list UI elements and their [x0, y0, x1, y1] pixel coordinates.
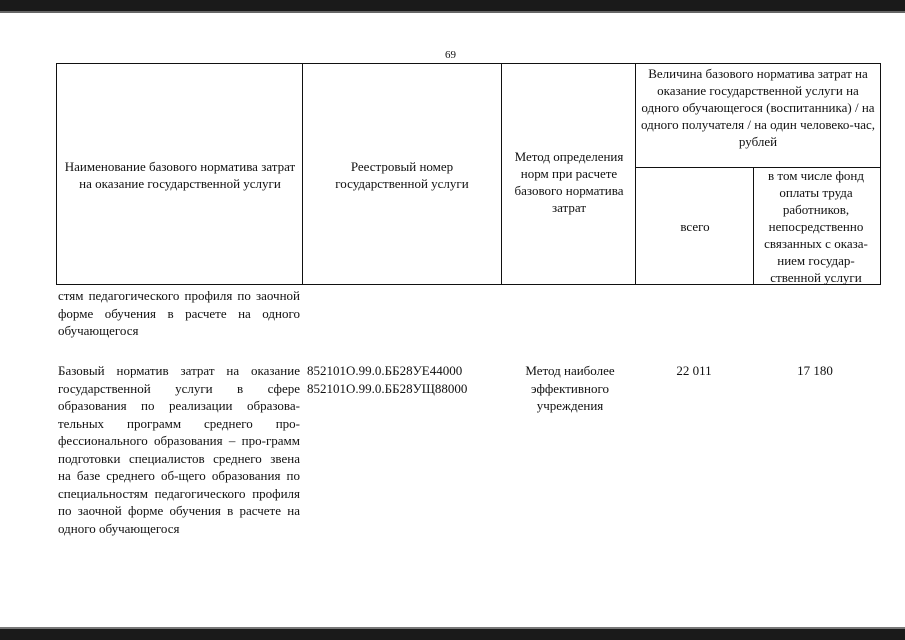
page-number: 69 [445, 49, 456, 61]
header-value-group: Величина базового норматива затрат на оказание государственной услуги на одного обучающегося (воспитанника) / на одного получателя / на один человеко-час, рублей [640, 66, 876, 149]
header-total: всего [680, 219, 710, 234]
divider-2 [501, 64, 502, 284]
row-2-including: 17 180 [797, 363, 833, 378]
divider-4 [753, 167, 754, 284]
header-including: в том числе фонд оплаты труда работников, непосредственно связанных с оказа-нием государ-ственной услуги [764, 168, 868, 285]
row-2-method: Метод наиболее эффективного учреждения [525, 363, 615, 413]
scan-border-bottom [0, 629, 905, 640]
row-2-name: Базовый норматив затрат на оказание государственной услуги в сфере образования по реализации образова-тельных программ среднего про-фессионального образования – про-грамм подготовки специалистов среднего звена на базе среднего об-щего образования по специальностям педагогического профиля по заочной форме обучения в расчете на одного обучающегося [58, 363, 300, 536]
divider-1 [302, 64, 303, 284]
row-2-registry-2: 852101О.99.0.ББ28УЩ88000 [307, 380, 468, 396]
header-name: Наименование базового норматива затрат на оказание государственной услуги [64, 159, 296, 191]
row-2-registry-1: 852101О.99.0.ББ28УЕ44000 [307, 363, 463, 378]
table-header [56, 63, 881, 285]
header-method: Метод определения норм при расчете базового норматива затрат [514, 149, 624, 215]
row-2-total: 22 011 [676, 363, 712, 378]
scan-border-top-edge [0, 11, 905, 13]
row-1-name: стям педагогического профиля по заочной форме обучения в расчете на одного обучающегося [58, 288, 300, 338]
header-registry: Реестровый номер государственной услуги [335, 159, 469, 191]
scan-border-top [0, 0, 905, 11]
